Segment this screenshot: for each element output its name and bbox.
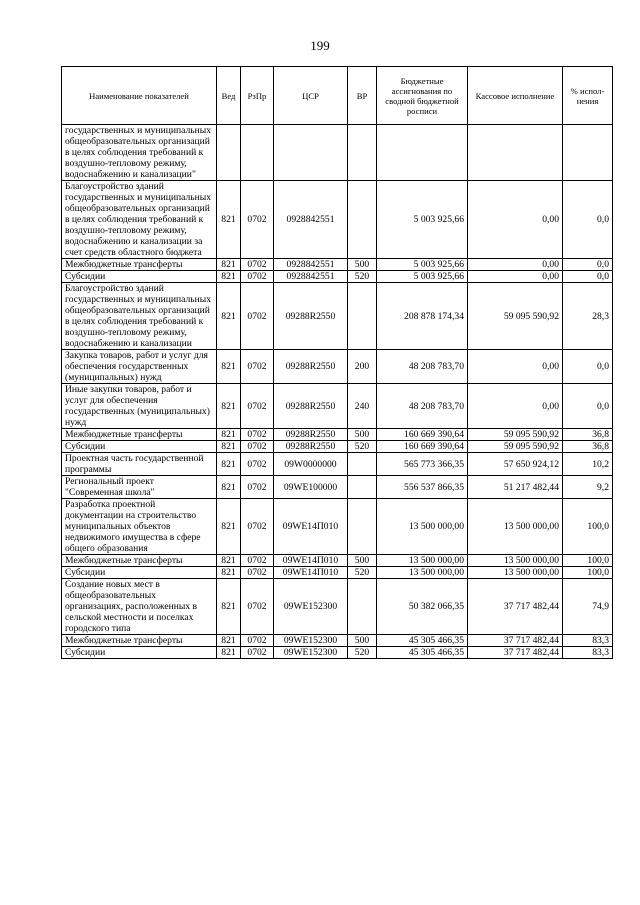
cell-vr: 520 [348, 567, 377, 579]
cell-budget: 13 500 000,00 [377, 555, 468, 567]
cell-vr [348, 476, 377, 499]
cell-cash: 37 717 482,44 [468, 647, 563, 659]
cell-cash: 37 717 482,44 [468, 579, 563, 635]
budget-execution-table [61, 66, 613, 659]
table-row [62, 567, 613, 579]
header-cash: Кассовое исполнение [468, 67, 563, 125]
cell-csr: 09288R2550 [274, 283, 348, 350]
cell-ved: 821 [217, 350, 241, 384]
table-row [62, 429, 613, 441]
table-row [62, 350, 613, 384]
cell-vr [348, 579, 377, 635]
table-row [62, 499, 613, 555]
cell-name: Субсидии [62, 441, 217, 453]
header-csr: ЦСР [274, 67, 348, 125]
cell-vr [348, 125, 377, 181]
cell-vr: 520 [348, 271, 377, 283]
table-row [62, 647, 613, 659]
cell-rzpr: 0702 [241, 453, 274, 476]
cell-percent: 0,0 [563, 350, 613, 384]
cell-rzpr: 0702 [241, 647, 274, 659]
cell-rzpr: 0702 [241, 350, 274, 384]
cell-csr [274, 125, 348, 181]
cell-csr: 09W0000000 [274, 453, 348, 476]
cell-ved: 821 [217, 453, 241, 476]
cell-budget: 5 003 925,66 [377, 259, 468, 271]
cell-budget: 5 003 925,66 [377, 271, 468, 283]
cell-name: Субсидии [62, 567, 217, 579]
cell-name: Закупка товаров, работ и услуг для обеспечения государственных (муниципальных) нужд [62, 350, 217, 384]
cell-vr [348, 453, 377, 476]
cell-budget: 160 669 390,64 [377, 441, 468, 453]
cell-rzpr: 0702 [241, 429, 274, 441]
cell-percent: 100,0 [563, 499, 613, 555]
table-row [62, 441, 613, 453]
cell-percent: 83,3 [563, 647, 613, 659]
cell-ved: 821 [217, 271, 241, 283]
cell-rzpr: 0702 [241, 499, 274, 555]
cell-cash: 59 095 590,92 [468, 441, 563, 453]
cell-csr: 09WE100000 [274, 476, 348, 499]
cell-name: Межбюджетные трансферты [62, 635, 217, 647]
cell-ved: 821 [217, 579, 241, 635]
cell-name: Региональный проект "Современная школа" [62, 476, 217, 499]
cell-name: Разработка проектной документации на строительство муниципальных объектов недвижимого имущества в сфере общего образования [62, 499, 217, 555]
cell-vr [348, 181, 377, 259]
cell-csr: 09288R2550 [274, 350, 348, 384]
cell-cash: 0,00 [468, 384, 563, 429]
cell-vr: 200 [348, 350, 377, 384]
cell-vr: 500 [348, 429, 377, 441]
cell-rzpr: 0702 [241, 259, 274, 271]
table-row [62, 384, 613, 429]
cell-vr: 520 [348, 647, 377, 659]
cell-vr: 500 [348, 555, 377, 567]
table-row [62, 271, 613, 283]
cell-csr: 0928842551 [274, 259, 348, 271]
cell-cash: 0,00 [468, 259, 563, 271]
table-row [62, 476, 613, 499]
cell-ved: 821 [217, 384, 241, 429]
cell-cash: 0,00 [468, 271, 563, 283]
cell-rzpr: 0702 [241, 579, 274, 635]
cell-percent: 100,0 [563, 567, 613, 579]
cell-budget [377, 125, 468, 181]
cell-name: Межбюджетные трансферты [62, 555, 217, 567]
cell-csr: 09WE14П010 [274, 567, 348, 579]
cell-rzpr: 0702 [241, 181, 274, 259]
cell-rzpr: 0702 [241, 271, 274, 283]
cell-rzpr: 0702 [241, 384, 274, 429]
cell-budget: 48 208 783,70 [377, 350, 468, 384]
cell-vr: 520 [348, 441, 377, 453]
cell-budget: 160 669 390,64 [377, 429, 468, 441]
cell-ved: 821 [217, 181, 241, 259]
cell-rzpr: 0702 [241, 283, 274, 350]
cell-ved: 821 [217, 555, 241, 567]
cell-cash: 13 500 000,00 [468, 555, 563, 567]
cell-csr: 09288R2550 [274, 384, 348, 429]
cell-name: Благоустройство зданий государственных и муниципальных общеобразовательных организаций в целях соблюдения требований к воздушно-тепловому режиму, водоснабжению и канализации [62, 283, 217, 350]
cell-csr: 09WE152300 [274, 579, 348, 635]
cell-percent: 9,2 [563, 476, 613, 499]
cell-vr [348, 283, 377, 350]
cell-ved [217, 125, 241, 181]
cell-percent: 0,0 [563, 181, 613, 259]
table-row [62, 453, 613, 476]
cell-ved: 821 [217, 567, 241, 579]
header-name: Наименование показателей [62, 67, 217, 125]
cell-vr: 500 [348, 635, 377, 647]
cell-percent: 36,8 [563, 429, 613, 441]
cell-cash: 57 650 924,12 [468, 453, 563, 476]
cell-vr [348, 499, 377, 555]
cell-ved: 821 [217, 441, 241, 453]
table-row [62, 555, 613, 567]
cell-cash: 59 095 590,92 [468, 429, 563, 441]
cell-cash: 13 500 000,00 [468, 567, 563, 579]
cell-name: Субсидии [62, 271, 217, 283]
header-budget: Бюджетные ассигнования по сводной бюджетной росписи [377, 67, 468, 125]
table-body [62, 125, 613, 659]
cell-csr: 09WE14П010 [274, 555, 348, 567]
cell-name: Межбюджетные трансферты [62, 259, 217, 271]
cell-rzpr: 0702 [241, 476, 274, 499]
header-ved: Вед [217, 67, 241, 125]
cell-rzpr: 0702 [241, 635, 274, 647]
cell-ved: 821 [217, 283, 241, 350]
cell-rzpr: 0702 [241, 567, 274, 579]
cell-budget: 556 537 866,35 [377, 476, 468, 499]
cell-budget: 13 500 000,00 [377, 567, 468, 579]
table-row [62, 259, 613, 271]
cell-vr: 240 [348, 384, 377, 429]
header-rzpr: РзПр [241, 67, 274, 125]
cell-budget: 45 305 466,35 [377, 635, 468, 647]
cell-cash: 13 500 000,00 [468, 499, 563, 555]
cell-rzpr: 0702 [241, 555, 274, 567]
header-percent: % испол-нения [563, 67, 613, 125]
table-row [62, 635, 613, 647]
cell-name: государственных и муниципальных общеобразовательных организаций в целях соблюдения требований к воздушно-тепловому режиму, водоснабжению и канализации" [62, 125, 217, 181]
cell-rzpr [241, 125, 274, 181]
cell-ved: 821 [217, 259, 241, 271]
cell-csr: 0928842551 [274, 181, 348, 259]
cell-rzpr: 0702 [241, 441, 274, 453]
cell-csr: 09WE14П010 [274, 499, 348, 555]
table-row [62, 125, 613, 181]
cell-percent: 28,3 [563, 283, 613, 350]
cell-name: Субсидии [62, 647, 217, 659]
cell-csr: 09288R2550 [274, 441, 348, 453]
cell-budget: 208 878 174,34 [377, 283, 468, 350]
cell-percent: 83,3 [563, 635, 613, 647]
cell-budget: 5 003 925,66 [377, 181, 468, 259]
cell-cash: 0,00 [468, 350, 563, 384]
cell-vr: 500 [348, 259, 377, 271]
cell-percent: 74,9 [563, 579, 613, 635]
cell-ved: 821 [217, 429, 241, 441]
cell-percent: 0,0 [563, 259, 613, 271]
table-row [62, 181, 613, 259]
cell-cash: 59 095 590,92 [468, 283, 563, 350]
cell-percent: 36,8 [563, 441, 613, 453]
cell-percent: 0,0 [563, 384, 613, 429]
table-row [62, 283, 613, 350]
cell-percent: 10,2 [563, 453, 613, 476]
cell-percent [563, 125, 613, 181]
cell-budget: 45 305 466,35 [377, 647, 468, 659]
cell-csr: 0928842551 [274, 271, 348, 283]
cell-name: Благоустройство зданий государственных и муниципальных общеобразовательных организаций в целях соблюдения требований к воздушно-тепловому режиму, водоснабжению и канализации за счет средств областного бюджета [62, 181, 217, 259]
cell-name: Создание новых мест в общеобразовательных организациях, расположенных в сельской местности и поселках городского типа [62, 579, 217, 635]
cell-ved: 821 [217, 647, 241, 659]
cell-csr: 09WE152300 [274, 635, 348, 647]
cell-budget: 50 382 066,35 [377, 579, 468, 635]
cell-ved: 821 [217, 635, 241, 647]
cell-cash: 51 217 482,44 [468, 476, 563, 499]
cell-csr: 09WE152300 [274, 647, 348, 659]
cell-csr: 09288R2550 [274, 429, 348, 441]
cell-ved: 821 [217, 499, 241, 555]
cell-cash: 37 717 482,44 [468, 635, 563, 647]
cell-budget: 13 500 000,00 [377, 499, 468, 555]
cell-budget: 48 208 783,70 [377, 384, 468, 429]
cell-percent: 100,0 [563, 555, 613, 567]
header-vr: ВР [348, 67, 377, 125]
page-number: 199 [310, 38, 330, 53]
cell-name: Межбюджетные трансферты [62, 429, 217, 441]
table-row [62, 579, 613, 635]
cell-name: Проектная часть государственной программы [62, 453, 217, 476]
cell-ved: 821 [217, 476, 241, 499]
cell-percent: 0,0 [563, 271, 613, 283]
cell-name: Иные закупки товаров, работ и услуг для обеспечения государственных (муниципальных) нужд [62, 384, 217, 429]
cell-budget: 565 773 366,35 [377, 453, 468, 476]
cell-cash [468, 125, 563, 181]
cell-cash: 0,00 [468, 181, 563, 259]
header-row [62, 67, 613, 125]
